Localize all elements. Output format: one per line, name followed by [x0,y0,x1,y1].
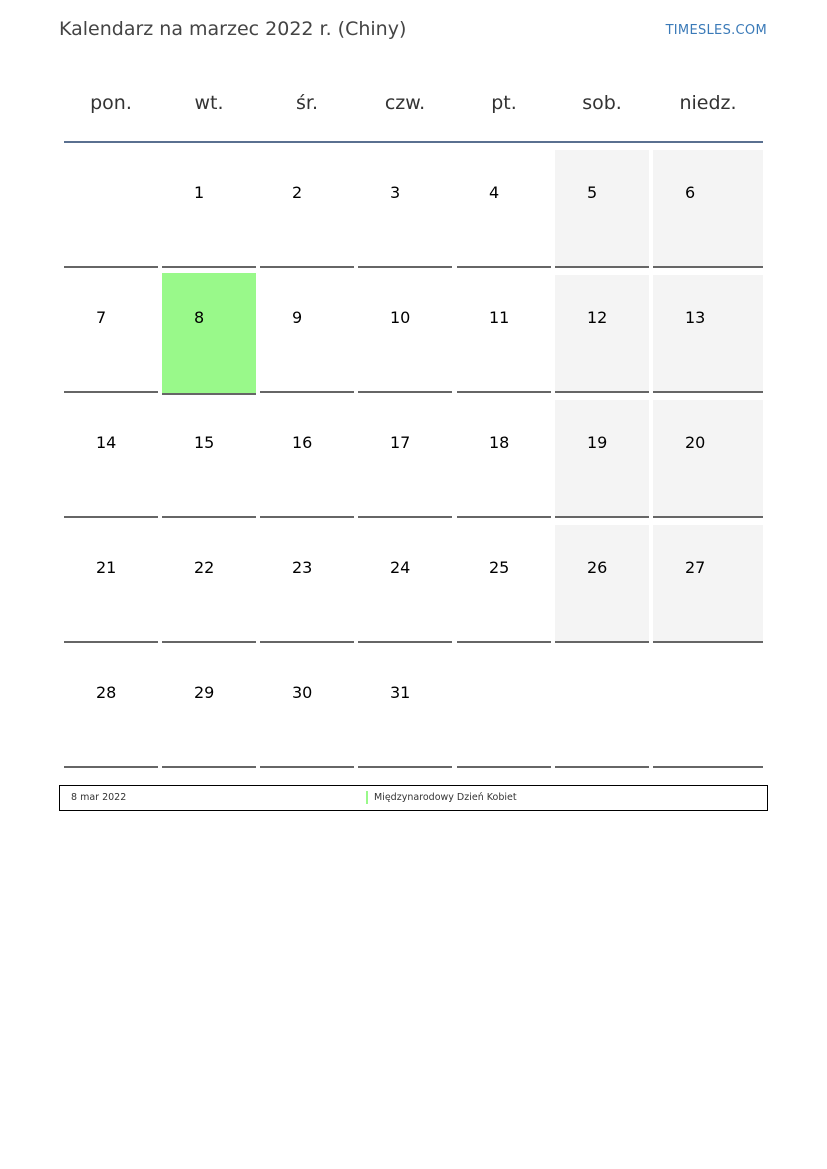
day-cell[interactable] [260,650,354,768]
weekday-label: wt. [194,92,224,114]
day-cell[interactable] [653,525,763,643]
day-cell[interactable] [653,150,763,268]
day-cell[interactable] [260,150,354,268]
day-cell[interactable] [260,275,354,393]
day-number: 1 [194,183,205,202]
day-number: 9 [292,308,303,327]
day-cell[interactable] [358,150,452,268]
day-cell[interactable] [555,150,649,268]
day-number: 27 [685,558,706,577]
holiday-legend [59,785,768,811]
weekday-label: niedz. [679,92,737,114]
page-title: Kalendarz na marzec 2022 r. (Chiny) [59,18,407,40]
day-cell[interactable] [260,525,354,643]
day-number: 24 [390,558,411,577]
day-cell [653,650,763,768]
day-cell[interactable] [457,275,551,393]
day-cell[interactable] [162,150,256,268]
day-number: 31 [390,683,411,702]
day-cell[interactable] [457,400,551,518]
day-number: 11 [489,308,510,327]
day-cell[interactable] [162,650,256,768]
day-cell[interactable] [64,525,158,643]
day-number: 19 [587,433,608,452]
day-cell[interactable] [653,275,763,393]
weekday-label: czw. [384,92,426,114]
day-cell[interactable] [162,525,256,643]
day-number: 7 [96,308,107,327]
day-number: 10 [390,308,411,327]
day-cell[interactable] [260,400,354,518]
day-number: 20 [685,433,706,452]
day-cell[interactable] [162,273,256,395]
day-cell[interactable] [358,650,452,768]
day-number: 18 [489,433,510,452]
legend-holiday-name: Międzynarodowy Dzień Kobiet [374,792,517,803]
day-cell[interactable] [64,275,158,393]
day-number: 2 [292,183,303,202]
day-number: 30 [292,683,313,702]
day-cell[interactable] [457,525,551,643]
weekday-label: pon. [90,92,132,114]
day-number: 16 [292,433,313,452]
day-number: 8 [194,308,205,327]
day-number: 22 [194,558,215,577]
weekday-label: pt. [491,92,517,114]
day-cell[interactable] [358,275,452,393]
day-cell [555,650,649,768]
day-number: 17 [390,433,411,452]
day-cell[interactable] [555,400,649,518]
day-number: 4 [489,183,500,202]
day-number: 23 [292,558,313,577]
weekday-label: sob. [582,92,622,114]
day-cell[interactable] [64,400,158,518]
header-divider [64,141,763,143]
day-number: 12 [587,308,608,327]
day-number: 3 [390,183,401,202]
day-cell[interactable] [162,400,256,518]
day-cell[interactable] [555,275,649,393]
day-cell[interactable] [457,150,551,268]
day-cell[interactable] [555,525,649,643]
day-number: 14 [96,433,117,452]
day-cell[interactable] [653,400,763,518]
legend-color-marker [366,791,368,804]
day-number: 13 [685,308,706,327]
weekday-label: śr. [295,92,318,114]
site-link[interactable]: TIMESLES.COM [665,23,767,38]
day-cell [457,650,551,768]
day-number: 28 [96,683,117,702]
day-cell[interactable] [358,400,452,518]
legend-date: 8 mar 2022 [71,792,127,803]
day-number: 26 [587,558,608,577]
day-number: 21 [96,558,117,577]
day-number: 15 [194,433,215,452]
day-cell [64,150,158,268]
day-cell[interactable] [358,525,452,643]
day-number: 5 [587,183,598,202]
day-number: 29 [194,683,215,702]
day-number: 6 [685,183,696,202]
day-cell[interactable] [64,650,158,768]
day-number: 25 [489,558,510,577]
